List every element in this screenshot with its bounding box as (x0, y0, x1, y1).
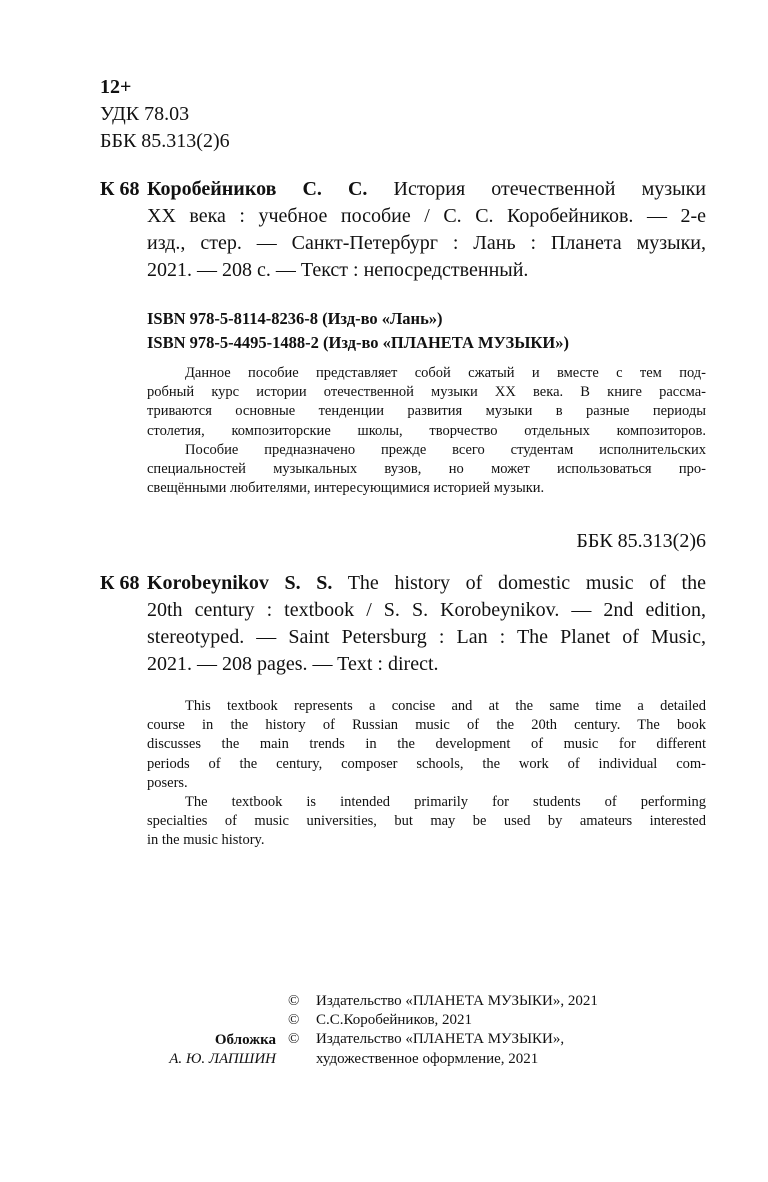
cover-credit (169, 1031, 276, 1069)
en-record-description (147, 570, 706, 678)
abstract-line: специальностей музыкальных вузов, но может использоваться про- (147, 461, 706, 478)
abstract-line: свещёнными любителями, интересующимися историей музыки. (147, 480, 545, 497)
en-title-line: The history of domestic music of the (332, 572, 706, 594)
bbk-code: ББК 85.313(2)6 (100, 130, 230, 152)
ru-author: Коробейников С. С. (147, 178, 368, 200)
copyright-symbol: © (288, 1031, 300, 1048)
cover-artist: А. Ю. ЛАПШИН (169, 1051, 276, 1068)
isbn-block (147, 307, 569, 355)
ru-title-line: История отечественной музыки (367, 178, 706, 200)
ru-record-code: К 68 (100, 178, 140, 200)
header-codes (100, 74, 230, 155)
en-record-code: К 68 (100, 572, 140, 594)
copyright-symbol: © (288, 1012, 300, 1029)
ru-desc-line: изд., стер. — Санкт-Петербург : Лань : Планета музыки, (147, 232, 706, 254)
abstract-line: Данное пособие представляет собой сжатый и вместе с тем под- (185, 365, 706, 381)
abstract-line: posers. (147, 774, 188, 791)
en-desc-line: stereotyped. — Saint Petersburg : Lan : The Planet of Music, (147, 626, 706, 648)
ru-record-description (147, 176, 706, 284)
isbn-lan: ISBN 978-5-8114-8236-8 (Изд-во «Лань») (147, 309, 443, 328)
en-desc-line: 2021. — 208 pages. — Text : direct. (147, 653, 439, 675)
abstract-line: столетия, композиторские школы, творчество отдельных композиторов. (147, 422, 706, 439)
ru-desc-line: 2021. — 208 с. — Текст : непосредственный. (147, 259, 529, 281)
cover-label: Обложка (214, 1032, 276, 1048)
en-desc-line: 20th century : textbook / S. S. Korobeynikov. — 2nd edition, (147, 599, 706, 621)
abstract-line: The textbook is intended primarily for students of performing (185, 794, 706, 811)
copyright-line: С.С.Коробейников, 2021 (316, 1012, 473, 1029)
abstract-line: This textbook represents a concise and at the same time a detailed (185, 698, 706, 714)
isbn-planeta: ISBN 978-5-4495-1488-2 (Изд-во «ПЛАНЕТА МУЗЫКИ») (147, 333, 569, 352)
copyright-line: художественное оформление, 2021 (316, 1050, 539, 1067)
abstract-line: course in the history of Russian music of the 20th century. The book (147, 717, 706, 734)
abstract-line: periods of the century, composer schools, the work of individual com- (147, 755, 706, 772)
ru-abstract (147, 364, 706, 498)
ru-desc-line: XX века : учебное пособие / С. С. Коробейников. — 2-е (147, 205, 706, 227)
age-rating: 12+ (100, 76, 132, 98)
copyright-line: Издательство «ПЛАНЕТА МУЗЫКИ», (316, 1031, 565, 1048)
abstract-line: робный курс истории отечественной музыки XX века. В книге рассма- (147, 384, 706, 401)
copyright-block (288, 992, 598, 1069)
abstract-line: specialties of music universities, but may be used by amateurs interested (147, 813, 706, 830)
en-abstract (147, 697, 706, 851)
abstract-line: in the music history. (147, 832, 265, 849)
bbk-right: ББК 85.313(2)6 (576, 530, 706, 552)
en-author: Korobeynikov S. S. (147, 572, 333, 594)
abstract-line: discusses the main trends in the development of music for different (147, 736, 706, 753)
abstract-line: триваются основные тенденции развития музыки в разные периоды (147, 403, 706, 420)
abstract-line: Пособие предназначено прежде всего студентам исполнительских (185, 441, 706, 458)
copyright-line: Издательство «ПЛАНЕТА МУЗЫКИ», 2021 (316, 993, 598, 1009)
copyright-symbol: © (288, 993, 300, 1009)
udk-code: УДК 78.03 (100, 103, 190, 125)
